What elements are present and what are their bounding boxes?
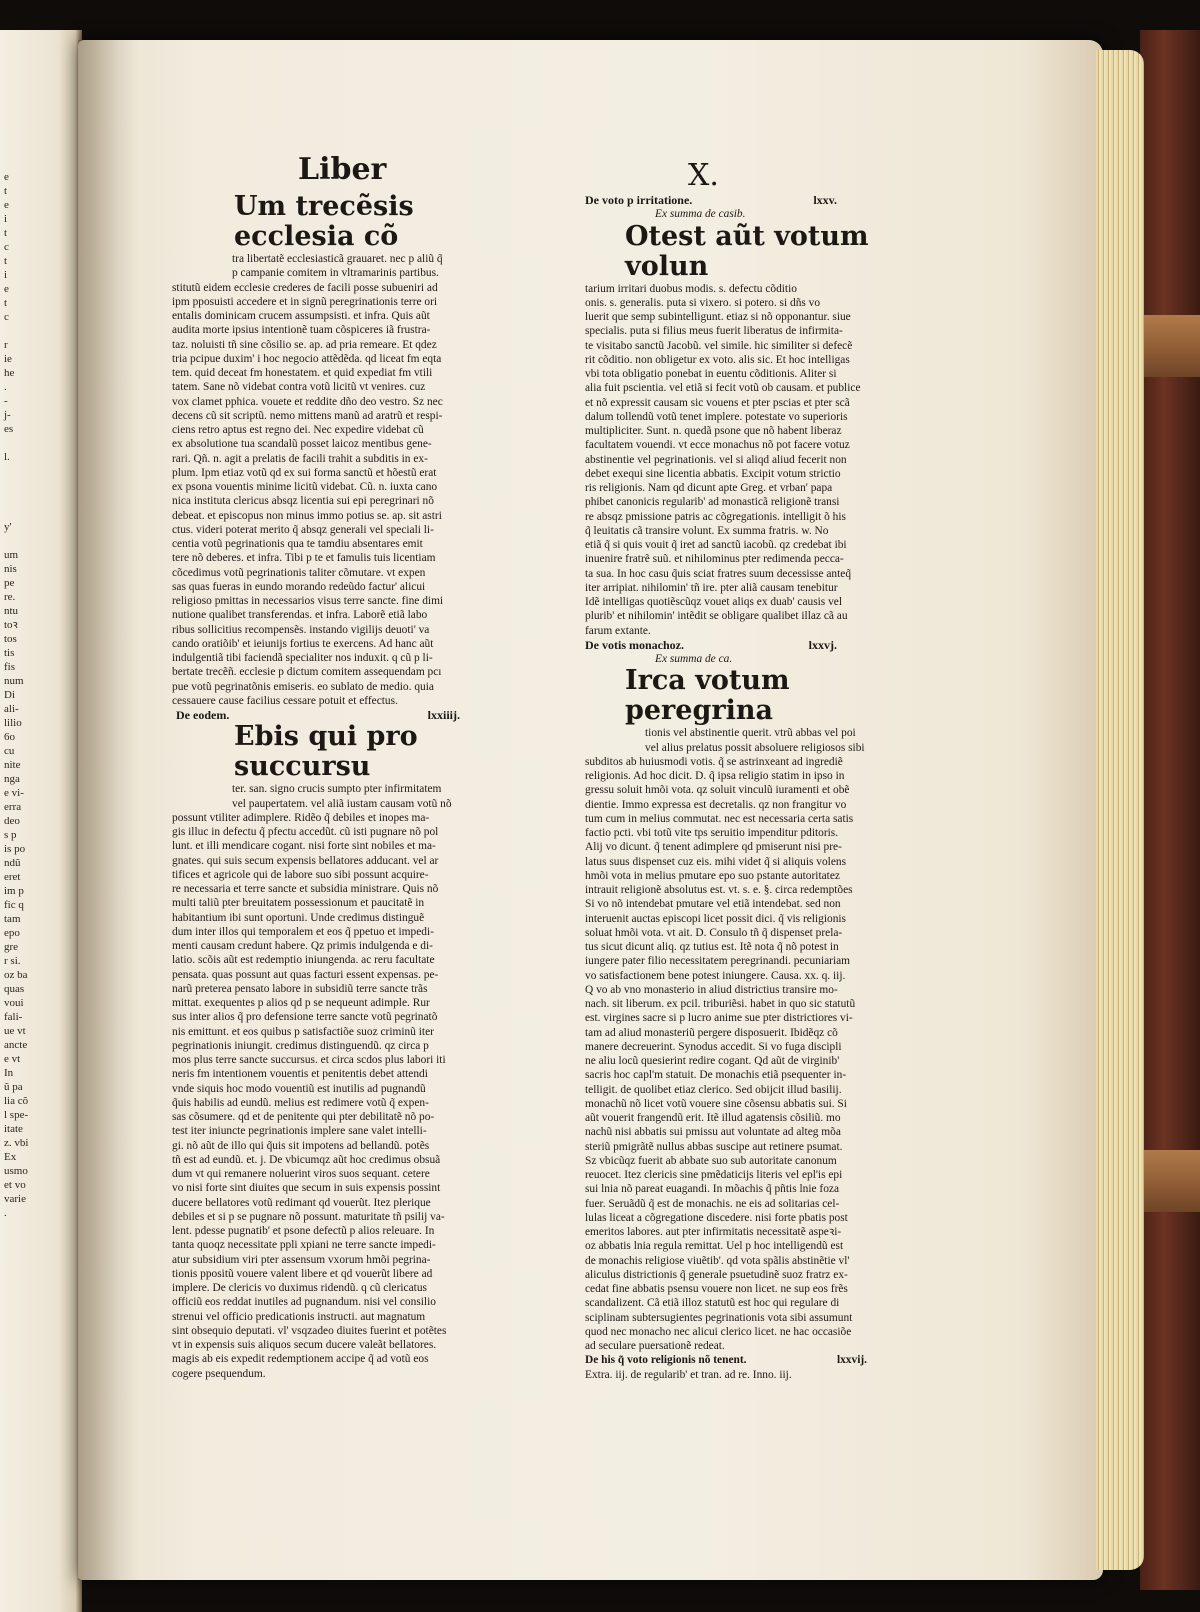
left-body-text-2 bbox=[172, 782, 500, 1381]
text-line: pue votũ pegrinatõnis emiseris. eo sublato de medio. quia bbox=[172, 680, 434, 693]
text-line: Sz vbicũqz fuerit ab abbate suo sub autoritate canonum bbox=[585, 1154, 837, 1167]
text-line: Alij vo dicunt. q̃ tenent adimplere qd pmiserunt nisi pre- bbox=[585, 841, 842, 854]
text-line: monachũ nõ licet votũ vouere sine cõsensu abbatis sui. Si bbox=[585, 1097, 847, 1110]
text-line: sint obsequio deputati. vl' vsqzadeo diuites fuerint et potẽtes bbox=[172, 1324, 447, 1337]
text-line: re necessaria et terre sancte et subsidia ministrare. Quis nõ bbox=[172, 883, 439, 895]
decorated-initial-line: Irca votum peregrina bbox=[625, 665, 790, 727]
text-line: tus sicut dicunt aliq. qz tutius est. Itẽ nota q̃ nõ potest in bbox=[585, 941, 839, 953]
text-line: nach. sit liberum. ex pcil. triburiẽsi. habet in quo sic statutũ bbox=[585, 998, 856, 1010]
text-line: luerit que semp subintelligunt. etiaz si nõ opponantur. siue bbox=[585, 311, 851, 323]
decorated-initial-line: Ebis qui pro succursu bbox=[234, 721, 418, 783]
text-line: interuenit auctas episcopi licet possit dici. q̃ vis religionis bbox=[585, 912, 846, 925]
text-line: pensata. quas possunt aut quas facturi essent expensas. pe- bbox=[172, 968, 439, 981]
text-line: mos plus terre sancte succursus. et circa scdos plus labori iti bbox=[172, 1054, 446, 1066]
text-line: vo satisfactionem bene potest iniungere. Causa. xx. q. iij. bbox=[585, 969, 846, 982]
text-line: farum extante. bbox=[585, 624, 651, 637]
text-line: lent. pdesse pugnatib' et psone defectũ p alios releuare. In bbox=[172, 1225, 435, 1237]
text-line: test iter iniuncte pegrinationis implere sane valet intelli- bbox=[172, 1125, 427, 1138]
text-line: gi. nõ aũt de illo qui q̃uis sit impotens ad bellandũ. potẽs bbox=[172, 1139, 430, 1152]
text-line: audita morte ipsius intentionẽ tuam cõspiceres iã frustra- bbox=[172, 324, 431, 337]
text-line: neris fm intentionem vouentis et penitentis debet attendi bbox=[172, 1068, 428, 1081]
text-line: scandalizent. Cã etiã illoz statutũ est hoc qui regulare di bbox=[585, 1297, 840, 1310]
text-line: multi taliũ pter breuitatem possessionum et paucitatẽ in bbox=[172, 897, 425, 910]
left-body-text bbox=[172, 252, 500, 708]
text-line: tanta quoqz necessitate ppli xpiani ne terre sancte impedi- bbox=[172, 1239, 436, 1252]
text-line: tatem. Sane nõ videbat contra votũ licitũ vt venires. cuz bbox=[172, 381, 426, 394]
right-text-column bbox=[585, 193, 917, 1382]
text-line: menti causam credunt habere. Qz primis indulgenda e di- bbox=[172, 940, 433, 952]
text-line: lulas liceat a cõgregatione discedere. nisi forte pbatis post bbox=[585, 1211, 848, 1224]
text-line: multipliciter. Sunt. n. quedã psone que nõ habent liberaz bbox=[585, 425, 842, 437]
text-line: vox clamet pphica. vouete et reddite dño deo vestro. Sz nec bbox=[172, 395, 443, 408]
text-line: est. virgines sacre si p lucro anime sue pter districtiores vi- bbox=[585, 1012, 853, 1025]
text-line: cessauere cause facilius cessare potuit et effectus. bbox=[172, 694, 398, 707]
text-line: vel alius prelatus possit absoluere religiosos sibi bbox=[645, 741, 865, 754]
text-line: de monachis religiose viuẽtib'. qd vota spãlis abstinẽtie vl' bbox=[585, 1254, 850, 1267]
text-line: sacris hoc capl'm statuit. De monachis etiã psequenter in- bbox=[585, 1069, 847, 1082]
section-title: De eodem. bbox=[176, 708, 230, 722]
running-head-right: X. bbox=[688, 158, 719, 193]
text-line: ne aliu locũ quesierint redire cogant. Qd aũt de virginib' bbox=[585, 1055, 840, 1067]
text-line: mittat. exequentes p alios qd p se nequeunt adimple. Rur bbox=[172, 997, 430, 1009]
text-line: nutione qualibet transferendas. et infra. Laborẽ etiã labo bbox=[172, 609, 428, 622]
text-line: subditos ab huiusmodi votis. q̃ se astrinxeant ad ingrediẽ bbox=[585, 755, 843, 768]
text-line: cõcedimus votũ pegrinationis taliter cõmutare. vt expen bbox=[172, 566, 426, 579]
text-line: tem. quid deceat fm honestatem. et quid expediat fm vtili bbox=[172, 367, 433, 379]
facing-page-edge bbox=[0, 30, 82, 1612]
text-line: debet exequi sine licentia abbatis. Excipit votum strictio bbox=[585, 467, 841, 480]
text-line: ris religionis. Nam qd dicunt apte Greg. et vrban' papa bbox=[585, 482, 833, 494]
section-source: Ex summa de ca. bbox=[655, 653, 733, 665]
text-line: et nõ expressit causam sic vouens et pter pscias et pter scã bbox=[585, 396, 850, 409]
text-line: vo nisi forte sint diuites que secum in suis expensis possint bbox=[172, 1182, 441, 1195]
text-line: ribus sollicitius recompensẽs. instando vigilijs deuoti' va bbox=[172, 623, 430, 636]
text-line: aũt vouerit frangendũ erit. Itẽ illud agatensis cõsiliũ. mo bbox=[585, 1112, 841, 1124]
text-line: magis ab eis expedit redemptionem accipe q̃ ad votũ eos bbox=[172, 1353, 429, 1366]
book-cover-right bbox=[1140, 30, 1200, 1590]
text-line: bertate trecẽñ. ecclesie p dictum comitem assequendam pcı bbox=[172, 666, 442, 679]
text-line: nachũ nisi abbatis sui pmissu aut voluntate ad alteg mõa bbox=[585, 1126, 841, 1139]
section-source: Ex summa de casib. bbox=[655, 208, 746, 221]
text-line: Si vo nõ intendebat pmutare vel etiã intendebat. sed non bbox=[585, 898, 841, 911]
text-line: narũ preterea pensato labore in subsidiũ terre sancte trãs bbox=[172, 982, 428, 995]
text-line: cedat fine abbatis psensu vouere non licet. ne sup eos frẽs bbox=[585, 1283, 848, 1295]
text-line: lunt. et illi mendicare cogant. nisi forte sint nobiles et ma- bbox=[172, 840, 436, 853]
decorated-initial-line: Otest aũt votum volun bbox=[625, 220, 869, 282]
text-line: ter. san. signo crucis sumpto pter infirmitatem bbox=[232, 783, 442, 796]
section-heading-de-voto bbox=[585, 193, 917, 207]
text-line: phibet canonicis regularib' ad monasticã religionẽ transi bbox=[585, 496, 840, 509]
text-line: te visitabo sanctũ Jacobũ. vel simile. hic similiter si defecẽ bbox=[585, 339, 853, 352]
text-line: possunt vtiliter adimplere. Ridẽo q̃ debiles et inopes ma- bbox=[172, 811, 430, 824]
text-line: manere decreuerint. Synodus accedit. Si vo fuga discipli bbox=[585, 1040, 842, 1053]
text-line: religioso pmittas in necessarios visus terre sancte. fine dimi bbox=[172, 595, 444, 607]
text-line: iter arripiat. nihilomin' tñ ire. pter aliã causam tenebitur bbox=[585, 581, 838, 594]
text-line: sciplinam subtersugientes pegrinationis vota sibi assumunt bbox=[585, 1311, 853, 1324]
section-heading-de-votis-monachorum bbox=[585, 638, 917, 652]
text-line: debiles et si p se pugnare nõ possunt. maturitate tñ psilij va- bbox=[172, 1210, 445, 1223]
section-heading-de-eodem bbox=[172, 708, 500, 722]
section-number: lxxvj. bbox=[808, 637, 837, 652]
page-block-edge bbox=[1096, 50, 1144, 1570]
text-line: tñ est ad eundũ. et. j. De vbicumqz aũt hoc credimus obsuã bbox=[172, 1153, 441, 1166]
text-line: Q vo ab vno monasterio in aliud districtius transire mo- bbox=[585, 983, 838, 996]
text-line: cando oratiõib' et ieiunijs fortius te exercens. Ad hanc aũt bbox=[172, 637, 434, 650]
text-line: q̃ leuitatis cã transire volunt. Ex summa fratris. w. No bbox=[585, 524, 829, 537]
text-line: ta sua. In hoc casu q̃uis sciat fratres suum decessisse anteq̃ bbox=[585, 567, 852, 580]
text-line: indulgentiã tibi faciendã specialiter nos induxit. q cũ p li- bbox=[172, 652, 433, 664]
text-line: gnates. qui suis secum expensis bellatores adducant. vel ar bbox=[172, 854, 439, 867]
text-line: iungere pater filio necessitatem peregrinandi. pecuniariam bbox=[585, 955, 851, 968]
text-line: strenui vel officio predicationis instructi. aut magnatum bbox=[172, 1310, 426, 1323]
text-line: sus inter alios q̃ pro defensione terre sancte votũ pegrinatõ bbox=[172, 1011, 438, 1024]
text-line: ctus. videri poterat merito q̃ absqz generali vel speciali li- bbox=[172, 523, 434, 536]
text-line: rit cõditio. non obligetur ex voto. alis sic. Et hoc intelligas bbox=[585, 353, 850, 366]
running-head-left: Liber bbox=[298, 152, 387, 187]
text-line: tarium irritari duobus modis. s. defectu cõditio bbox=[585, 282, 797, 295]
left-text-column bbox=[172, 192, 500, 1381]
decorated-initial-line: Um trecẽsis ecclesia cõ bbox=[234, 191, 414, 252]
right-body-text-2 bbox=[585, 726, 917, 1353]
text-line: rari. Qñ. n. agit a prelatis de facili trahit a subditis in ex- bbox=[172, 452, 428, 465]
text-line: tifices et agricole qui de labore suo sibi possunt acquire- bbox=[172, 868, 429, 881]
text-line: oz abbatis lnia regula remittat. Uel p hoc intelligendũ est bbox=[585, 1240, 844, 1253]
text-line: alia fuit pscientia. vel etiã si fecit votũ ob causam. et publice bbox=[585, 382, 861, 395]
text-line: onis. s. generalis. puta si vixero. si potero. si dñs vo bbox=[585, 296, 821, 309]
text-line: steriũ pmigrãtẽ nullus abbas suscipe aut retinere psumat. bbox=[585, 1140, 843, 1153]
text-line: sas quas fueras in eundo morando redeũdo factur' alicui bbox=[172, 580, 426, 593]
section-source: Extra. iij. de regularib' et tran. ad re. Inno. iij. bbox=[585, 1368, 792, 1381]
text-line: facultatem vouendi. vt ecce monachus nõ pot facere votuz bbox=[585, 439, 850, 452]
text-line: quod nec monacho nec alicui clerico licet. ne hac occasiõe bbox=[585, 1325, 852, 1338]
text-line: plurib' et nihilomin' intẽdit se obligare qualibet illaz cã au bbox=[585, 610, 848, 623]
text-line: religionis. Ad hoc dicit. D. q̃ ipsa religio statim in ipso in bbox=[585, 770, 845, 782]
text-line: dum inter illos qui temporalem et eos q̃ ppetuo et impedi- bbox=[172, 925, 434, 938]
text-line: hmõi vota in melius pmutare epo suo pstante autoritatez bbox=[585, 869, 840, 882]
text-line: tionis vel abstinentie querit. vtrũ abbas vel poi bbox=[645, 727, 856, 740]
text-line: cogere psequendum. bbox=[172, 1367, 266, 1380]
text-line: tum cum in melius commutat. nec est necessaria certa satis bbox=[585, 812, 854, 825]
text-line: vt in expensis suis aliquos secum ducere valeãt bellatores. bbox=[172, 1339, 437, 1351]
text-line: ciens retro aptus est regno dei. Nec expedire videbat cũ bbox=[172, 424, 424, 436]
section-number: lxxvij. bbox=[836, 1354, 867, 1367]
text-line: ipm pposuisti accedere et in signũ peregrinationis terre ori bbox=[172, 295, 438, 308]
text-line: decens cũ sit scriptũ. nemo mittens manũ ad aratrũ et respi- bbox=[172, 409, 443, 422]
text-line: fuer. Seruãdũ q̃ est de monachis. ne eis ad solitarias cel- bbox=[585, 1197, 840, 1210]
text-line: reuocet. Itez clericis sine pmẽdaticijs literis vel epl'is epi bbox=[585, 1169, 843, 1181]
text-line: plum. Ipm etiaz votũ qd ex sui forma sanctũ et hõestũ erat bbox=[172, 466, 437, 479]
text-line: implere. De clericis vo duximus ridendũ. q cũ clericatus bbox=[172, 1282, 427, 1294]
text-line: intrauit religionẽ absolutus est. vt. s. e. §. circa redemptões bbox=[585, 884, 853, 896]
text-line: q̃uis habilis ad eundũ. melius est redimere votũ q̃ expen- bbox=[172, 1096, 429, 1109]
text-line: aliculus districtionis q̃ generale psuetudinẽ suoz fratrz ex- bbox=[585, 1268, 848, 1281]
text-line: tere nõ deberes. et infra. Tibi p te et famulis tuis licentiam bbox=[172, 552, 436, 565]
text-line: vnde siquis hoc modo vouentiũ est inutilis ad pugnandũ bbox=[172, 1082, 426, 1095]
text-line: pegrinationis iniungit. credimus distinguendũ. qz circa p bbox=[172, 1039, 429, 1052]
text-line: vbi tota obligatio ponebat in euentu cõditionis. Aliter si bbox=[585, 368, 837, 380]
right-body-text-1 bbox=[585, 282, 917, 638]
text-line: re absqz pmissione patris ac cõgregationis. intelligit õ his bbox=[585, 510, 846, 523]
text-line: latus suus dispenset cuz eis. mihi videt q̃ si aliquis volens bbox=[585, 855, 847, 868]
section-number: lxxiiij. bbox=[427, 708, 460, 722]
text-line: atur subsidium viri pter assensum vxorum hmõi pegrina- bbox=[172, 1253, 431, 1266]
text-line: gressu soluit hmõi vota. qz soluit vinculũ iuramenti et obẽ bbox=[585, 784, 850, 797]
text-line: sui lnia nõ pareat euagandi. In mõachis q̃ pñtis lnie foza bbox=[585, 1183, 839, 1196]
text-line: nica instituta clericus absqz licentia sui epi peregrinari nõ bbox=[172, 495, 434, 508]
text-line: taz. noluisti tñ sine cõsilio se. ap. ad pria remeare. Et qdez bbox=[172, 338, 437, 351]
text-line: entalis dominicam crucem assumpsisti. et infra. Quis aũt bbox=[172, 310, 430, 322]
text-line: tam ad aliud monasteriũ pergere disposuerit. Ibidẽqz cõ bbox=[585, 1026, 838, 1039]
text-line: ex psona vouentis minime licitũ videbat. Cũ. n. iuxta cano bbox=[172, 481, 438, 493]
text-line: tria pcipue duxim' i hoc negocio attẽdẽda. qd liceat fm eqta bbox=[172, 352, 442, 365]
text-line: stitutũ eidem ecclesie crederes de facili posse subueniri ad bbox=[172, 281, 438, 294]
text-line: debeat. et episcopus non minus immo potius se. ap. sit astri bbox=[172, 509, 442, 522]
text-line: tra libertatẽ ecclesiasticã grauaret. nec p aliũ q̃ bbox=[232, 253, 443, 265]
text-line: habitantium ibi sunt oportuni. Unde credimus distinguẽ bbox=[172, 911, 425, 924]
text-line: tionis ppositũ vouere valent libere et qd vouerũt libere ad bbox=[172, 1267, 433, 1280]
text-line: inuenire fratrẽ suũ. et nihilominus pter redimenda pecca- bbox=[585, 553, 844, 566]
text-line: etiã q̃ si quis vouit q̃ iret ad sanctũ iacobũ. qz credebat ibi bbox=[585, 539, 847, 551]
facing-page-bleed-text: e t e i t c t i e t c r ie he . - j- es l. y' um nis pe re. ntu toꝛ tos tis fis num Di ali- lilio 6o cu nite nga e vi- erra deo s p is po ndũ eret im p fic q tam epo gre r si. oz ba quas voui fali- ue vt ancte e vt In ũ pa lia cõ l spe- itate z. vbi Ex usmo et vo varie . bbox=[4, 171, 29, 1219]
text-line: specialis. puta si filius meus fuerit liberatus de infirmita- bbox=[585, 325, 843, 338]
text-line: Idẽ intelligas quotiẽscũqz vouet aliqs ex duab' causis vel bbox=[585, 596, 843, 608]
text-line: centia votũ pegrinationis qua te tamdiu absentares emit bbox=[172, 538, 423, 550]
text-line: nis emittunt. et eos quibus p satisfactiõe suoz criminũ iter bbox=[172, 1025, 434, 1038]
text-line: dum vt qui remanere noluerint viros suos sequant. cetere bbox=[172, 1168, 430, 1180]
text-line: latio. scõis aũt est redemptio iniungenda. ac reru facultate bbox=[172, 954, 435, 967]
text-line: sas cõsumere. qd et de penitente qui pter debilitatẽ nõ po- bbox=[172, 1111, 435, 1123]
section-title: De votis monachoz. bbox=[585, 637, 684, 652]
text-line: officiũ eos reddat inutiles ad pugnandum. nisi vel consilio bbox=[172, 1296, 436, 1309]
text-line: abstinentie vel pegrinationis. vel si aliqd aliud fecerit non bbox=[585, 453, 847, 466]
text-line: soluat hmõi vota. vt ait. D. Consulo tñ q̃ dispenset prela- bbox=[585, 926, 843, 939]
text-line: vel paupertatem. vel aliã iustam causam votũ nõ bbox=[232, 797, 452, 810]
text-line: telligit. de quolibet etiaz clerico. Sed obijcit illud basilij. bbox=[585, 1083, 842, 1096]
text-line: p campanie comitem in vltramarinis partibus. bbox=[232, 267, 439, 280]
text-line: emeritos labores. aut pter infirmitatis necessitatẽ aspeꝛi- bbox=[585, 1226, 842, 1238]
section-heading-de-his bbox=[585, 1353, 917, 1367]
section-number: lxxv. bbox=[813, 193, 837, 207]
section-title: De voto p irritatione. bbox=[585, 193, 693, 207]
text-line: ad seculare puersationẽ redeat. bbox=[585, 1340, 725, 1352]
text-line: dientie. Immo expressa est decretalis. qz non frangitur vo bbox=[585, 798, 847, 811]
section-title: De his q̃ voto religionis nõ tenent. bbox=[585, 1354, 747, 1367]
text-line: factio pcti. vbi totũ vite tps seruitio impenditur pditoris. bbox=[585, 827, 839, 839]
text-line: gis illuc in defectu q̃ pfectu accedũt. cũ isti pugnare nõ pol bbox=[172, 826, 439, 838]
text-line: dalum tollendũ votũ tenet implere. potestate vo superioris bbox=[585, 410, 848, 423]
text-line: ex absolutione tua scandalũ posset laicoz mentibus gene- bbox=[172, 438, 432, 451]
text-line: ducere bellatores votũ redimant qd vouerũt. Itez plerique bbox=[172, 1196, 431, 1209]
